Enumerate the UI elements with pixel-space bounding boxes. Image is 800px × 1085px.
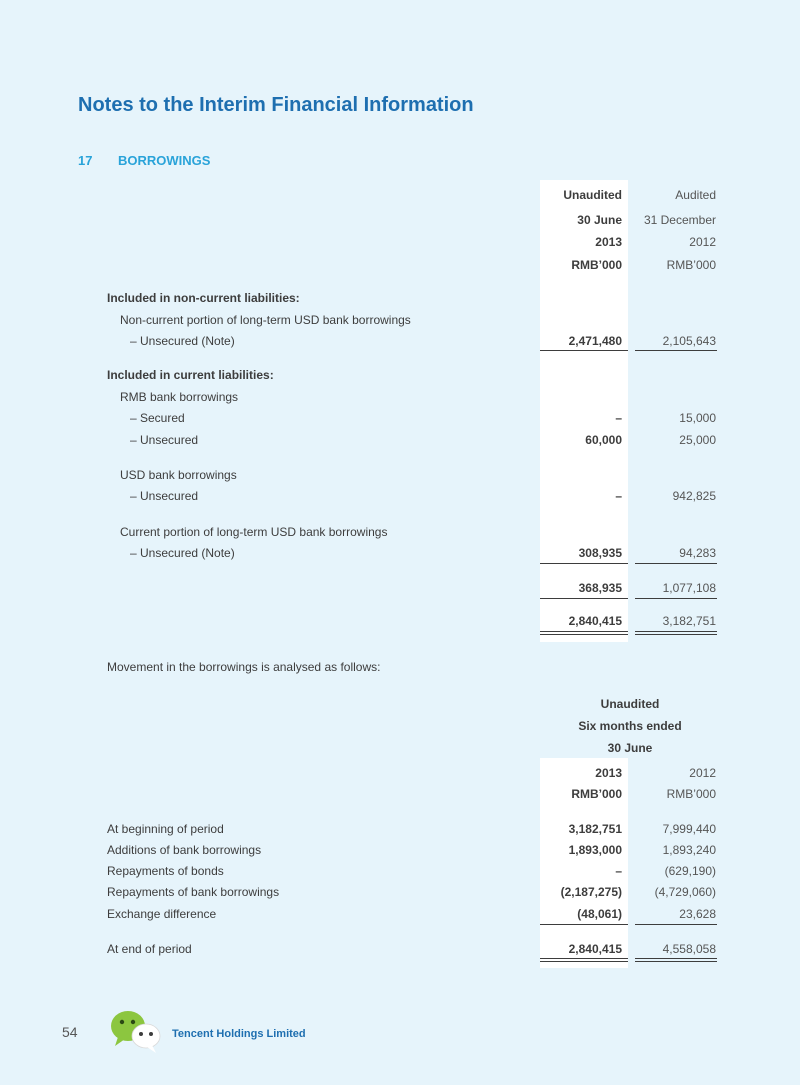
table-row xyxy=(0,432,800,448)
table-row xyxy=(0,863,800,879)
table2-header-col2: 2012 xyxy=(689,766,716,780)
double-underline xyxy=(635,631,717,635)
table2-group-header: 30 June xyxy=(607,741,653,755)
row-value-2012: 25,000 xyxy=(679,433,716,447)
table-row xyxy=(0,410,800,426)
table1-header-col1: 30 June xyxy=(577,213,622,227)
table1-header-row xyxy=(0,187,800,203)
movement-intro xyxy=(0,659,800,675)
table-row xyxy=(0,389,800,405)
table-row xyxy=(0,290,800,306)
table2-header-col2: RMB’000 xyxy=(666,787,716,801)
row-label: At end of period xyxy=(107,942,192,956)
row-value-2012: 2,105,643 xyxy=(662,334,716,348)
row-value-2012: 1,077,108 xyxy=(662,581,716,595)
row-label: Included in current liabilities: xyxy=(107,368,274,382)
row-value-2013: 60,000 xyxy=(585,433,622,447)
row-value-2013: (48,061) xyxy=(577,907,622,921)
row-label: Exchange difference xyxy=(107,907,217,921)
row-label: – Secured xyxy=(130,411,185,425)
table-row xyxy=(0,842,800,858)
table-row xyxy=(0,545,800,561)
table1-header-col1: Unaudited xyxy=(563,188,622,202)
table2-header-col1: RMB’000 xyxy=(571,787,622,801)
underline xyxy=(635,924,717,925)
row-label: Current portion of long-term USD bank borrowings xyxy=(120,525,388,539)
table1-header-col1: 2013 xyxy=(595,235,622,249)
row-value-2013: 2,471,480 xyxy=(568,334,622,348)
table-row xyxy=(0,467,800,483)
row-value-2013: (2,187,275) xyxy=(560,885,622,899)
total-row xyxy=(0,613,800,629)
table-row xyxy=(0,367,800,383)
table1-header-col2: 2012 xyxy=(689,235,716,249)
table2-header-col1: 2013 xyxy=(595,766,622,780)
total-row xyxy=(0,941,800,957)
row-value-2013: – xyxy=(615,489,622,503)
underline xyxy=(540,598,628,599)
row-label: – Unsecured xyxy=(130,489,199,503)
movement-intro-text: Movement in the borrowings is analysed as follows: xyxy=(107,660,381,674)
table1-header-row xyxy=(0,212,800,228)
row-value-2012: 3,182,751 xyxy=(662,614,716,628)
table2-header-row xyxy=(0,765,800,781)
row-value-2012: (629,190) xyxy=(664,864,716,878)
row-value-2013: 368,935 xyxy=(578,581,622,595)
table-row xyxy=(0,312,800,328)
section-number: 17 xyxy=(78,153,93,168)
underline xyxy=(540,563,628,564)
row-label: USD bank borrowings xyxy=(120,468,237,482)
row-label: At beginning of period xyxy=(107,822,224,836)
row-value-2012: 4,558,058 xyxy=(662,942,716,956)
table-row xyxy=(0,488,800,504)
double-underline xyxy=(635,958,717,962)
row-value-2013: 1,893,000 xyxy=(568,843,622,857)
row-value-2013: 2,840,415 xyxy=(568,614,622,628)
row-label: – Unsecured (Note) xyxy=(130,334,235,348)
underline xyxy=(540,924,628,925)
row-value-2012: 94,283 xyxy=(679,546,716,560)
table2-group-header: Unaudited xyxy=(600,697,660,711)
row-label: RMB bank borrowings xyxy=(120,390,239,404)
company-name: Tencent Holdings Limited xyxy=(172,1028,306,1040)
page-title: Notes to the Interim Financial Information xyxy=(78,94,474,116)
row-value-2013: – xyxy=(615,864,622,878)
row-label: Non-current portion of long-term USD bank borrowings xyxy=(120,313,411,327)
row-label: – Unsecured xyxy=(130,433,199,447)
row-value-2012: 1,893,240 xyxy=(662,843,716,857)
row-value-2012: 23,628 xyxy=(679,907,716,921)
table-row xyxy=(0,333,800,349)
wechat-logo-icon xyxy=(106,1006,166,1056)
section-title: BORROWINGS xyxy=(118,153,211,168)
row-label: Repayments of bonds xyxy=(107,864,224,878)
row-label: – Unsecured (Note) xyxy=(130,546,235,560)
underline xyxy=(635,563,717,564)
table1-header-col2: 31 December xyxy=(643,213,716,227)
row-value-2012: 942,825 xyxy=(672,489,716,503)
row-label: Included in non-current liabilities: xyxy=(107,291,300,305)
underline xyxy=(635,598,717,599)
row-value-2012: 7,999,440 xyxy=(662,822,716,836)
row-label: Additions of bank borrowings xyxy=(107,843,262,857)
underline xyxy=(635,350,717,351)
row-value-2013: 308,935 xyxy=(578,546,622,560)
row-value-2013: – xyxy=(615,411,622,425)
subtotal-row xyxy=(0,580,800,596)
table-row xyxy=(0,524,800,540)
underline xyxy=(540,350,628,351)
row-value-2013: 2,840,415 xyxy=(568,942,622,956)
table-row xyxy=(0,821,800,837)
page-number: 54 xyxy=(62,1024,78,1040)
table-row xyxy=(0,906,800,922)
table1-header-row xyxy=(0,257,800,273)
table2-header-row xyxy=(0,786,800,802)
table-row xyxy=(0,884,800,900)
table1-header-row xyxy=(0,234,800,250)
row-value-2012: (4,729,060) xyxy=(654,885,716,899)
double-underline xyxy=(540,631,628,635)
double-underline xyxy=(540,958,628,962)
section-heading xyxy=(78,153,210,168)
row-value-2013: 3,182,751 xyxy=(568,822,622,836)
table1-header-col2: Audited xyxy=(675,188,716,202)
table2-group-header: Six months ended xyxy=(578,719,682,733)
table1-header-col1: RMB’000 xyxy=(571,258,622,272)
row-value-2012: 15,000 xyxy=(679,411,716,425)
table1-header-col2: RMB’000 xyxy=(666,258,716,272)
row-label: Repayments of bank borrowings xyxy=(107,885,280,899)
